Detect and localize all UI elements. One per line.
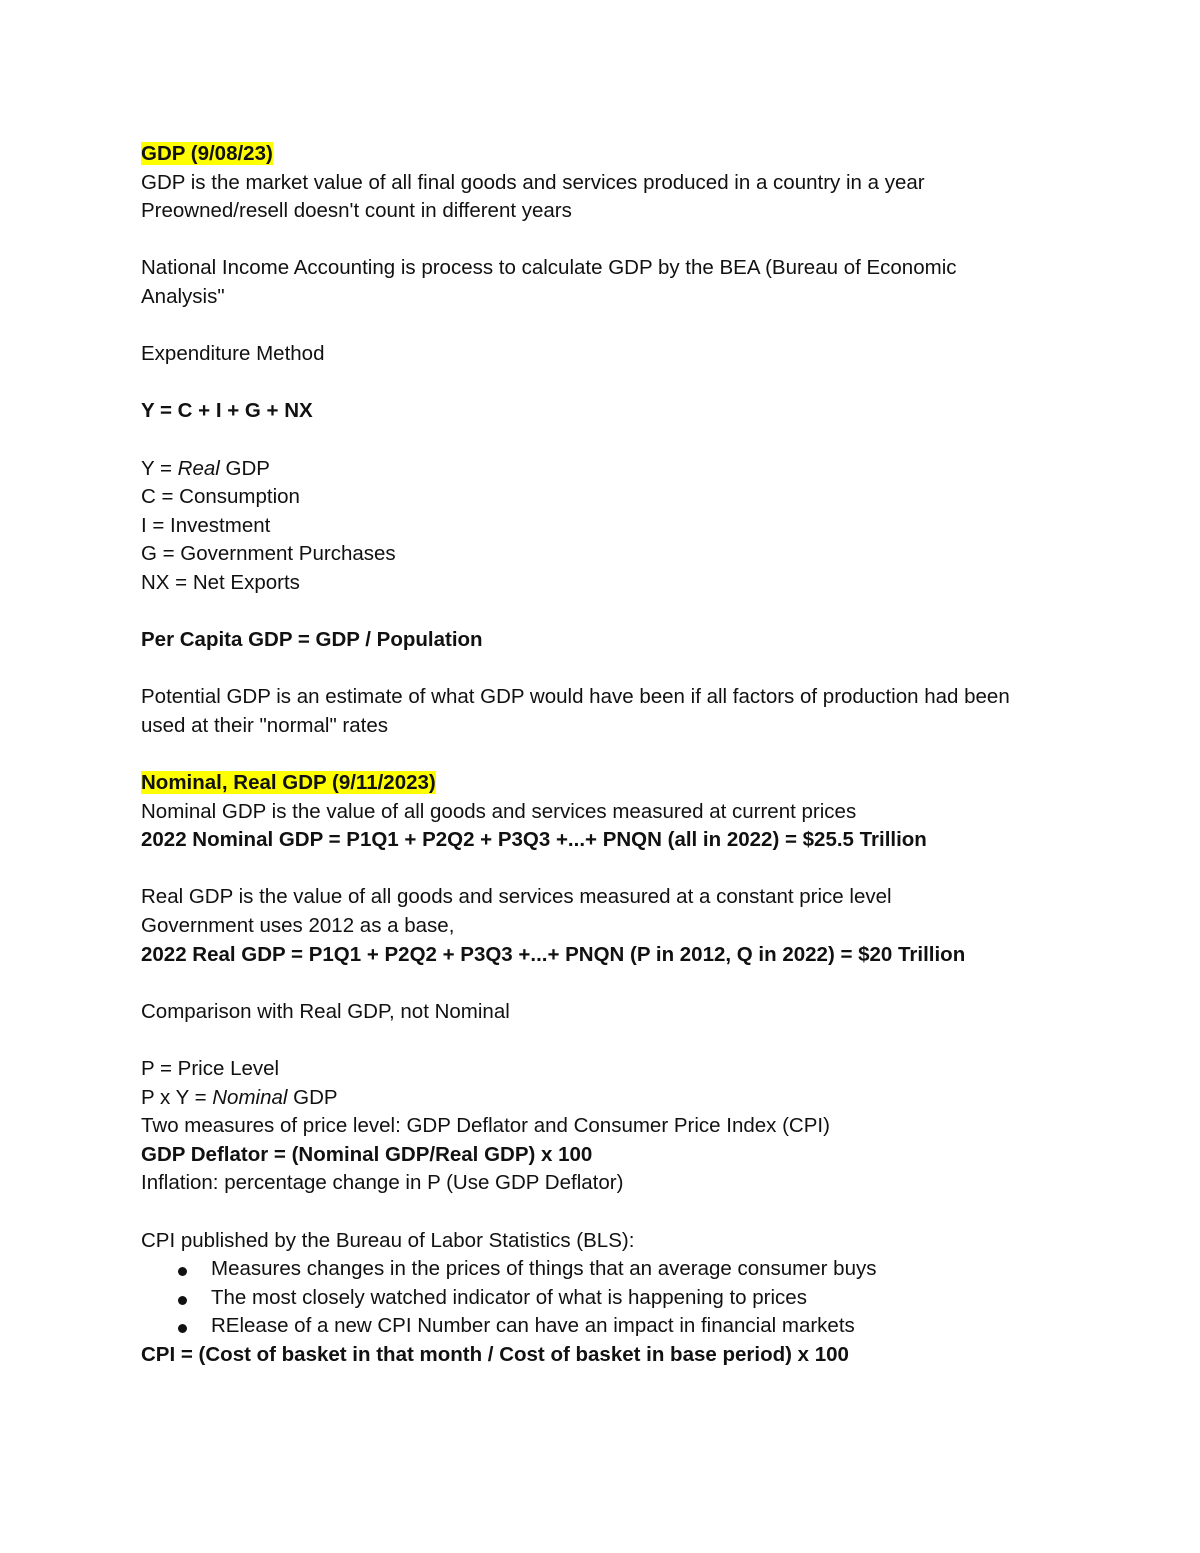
definition-i: I = Investment bbox=[141, 513, 271, 537]
gdp-deflator-formula: GDP Deflator = (Nominal GDP/Real GDP) x 100 bbox=[141, 1142, 593, 1166]
text-line: Analysis" bbox=[141, 284, 225, 308]
blank-line bbox=[141, 312, 1081, 341]
bullet-dot-icon bbox=[178, 1267, 187, 1276]
blank-line bbox=[141, 226, 1081, 255]
pxy-suffix: GDP bbox=[287, 1085, 338, 1109]
bullet-text: RElease of a new CPI Number can have an impact in financial markets bbox=[211, 1314, 855, 1338]
bullet-item bbox=[141, 1312, 1081, 1341]
text-line: Nominal GDP is the value of all goods and services measured at current prices bbox=[141, 799, 857, 823]
bullet-dot-icon bbox=[178, 1296, 187, 1305]
blank-line bbox=[141, 855, 1081, 884]
cpi-formula: CPI = (Cost of basket in that month / Cost of basket in base period) x 100 bbox=[141, 1342, 849, 1366]
blank-line bbox=[141, 369, 1081, 398]
per-capita-formula: Per Capita GDP = GDP / Population bbox=[141, 628, 483, 652]
section-heading-gdp bbox=[141, 140, 1081, 169]
text-line: P = Price Level bbox=[141, 1057, 280, 1080]
definition-prefix: Y = bbox=[141, 456, 178, 480]
text-line: used at their "normal" rates bbox=[141, 713, 389, 737]
blank-line bbox=[141, 598, 1081, 627]
bullet-item bbox=[141, 1284, 1081, 1313]
text-line: GDP is the market value of all final goods and services produced in a country in a year bbox=[141, 170, 925, 194]
blank-line bbox=[141, 1198, 1081, 1227]
text-line: Expenditure Method bbox=[141, 342, 325, 366]
text-line: Government uses 2012 as a base, bbox=[141, 914, 455, 938]
document-page bbox=[141, 140, 1081, 1370]
text-line: Comparison with Real GDP, not Nominal bbox=[141, 999, 510, 1023]
blank-line bbox=[141, 426, 1081, 455]
text-line: National Income Accounting is process to calculate GDP by the BEA (Bureau of Economic bbox=[141, 256, 957, 280]
gdp-equation: Y = C + I + G + NX bbox=[141, 399, 313, 423]
blank-line bbox=[141, 969, 1081, 998]
blank-line bbox=[141, 1026, 1081, 1055]
highlighted-heading-text: Nominal, Real GDP (9/11/2023) bbox=[141, 771, 436, 795]
text-line: CPI published by the Bureau of Labor Statistics (BLS): bbox=[141, 1228, 635, 1252]
pxy-line bbox=[141, 1084, 1081, 1113]
italic-word: Nominal bbox=[212, 1085, 288, 1109]
blank-line bbox=[141, 655, 1081, 684]
highlighted-heading-text: GDP (9/08/23) bbox=[141, 142, 273, 165]
text-line: Two measures of price level: GDP Deflator and Consumer Price Index (CPI) bbox=[141, 1114, 830, 1138]
text-line: Inflation: percentage change in P (Use GDP Deflator) bbox=[141, 1171, 624, 1195]
definition-nx: NX = Net Exports bbox=[141, 570, 300, 594]
pxy-prefix: P x Y = bbox=[141, 1085, 213, 1109]
bullet-text: Measures changes in the prices of things that an average consumer buys bbox=[211, 1257, 877, 1281]
text-line: Real GDP is the value of all goods and services measured at a constant price level bbox=[141, 885, 892, 909]
definition-g: G = Government Purchases bbox=[141, 542, 396, 566]
blank-line bbox=[141, 740, 1081, 769]
bullet-item bbox=[141, 1255, 1081, 1284]
nominal-gdp-formula: 2022 Nominal GDP = P1Q1 + P2Q2 + P3Q3 +...+ PNQN (all in 2022) = $25.5 Trillion bbox=[141, 828, 927, 852]
bullet-dot-icon bbox=[178, 1324, 187, 1333]
definition-y bbox=[141, 455, 1081, 484]
text-line: Preowned/resell doesn't count in different years bbox=[141, 199, 572, 223]
definition-suffix: GDP bbox=[219, 456, 270, 480]
definition-c: C = Consumption bbox=[141, 485, 300, 509]
real-gdp-formula: 2022 Real GDP = P1Q1 + P2Q2 + P3Q3 +...+ PNQN (P in 2012, Q in 2022) = $20 Trillion bbox=[141, 942, 966, 966]
text-line: Potential GDP is an estimate of what GDP would have been if all factors of production had been bbox=[141, 685, 1010, 709]
section-heading-nominal-real bbox=[141, 769, 1081, 798]
bullet-text: The most closely watched indicator of what is happening to prices bbox=[211, 1285, 807, 1309]
italic-word: Real bbox=[177, 456, 220, 480]
